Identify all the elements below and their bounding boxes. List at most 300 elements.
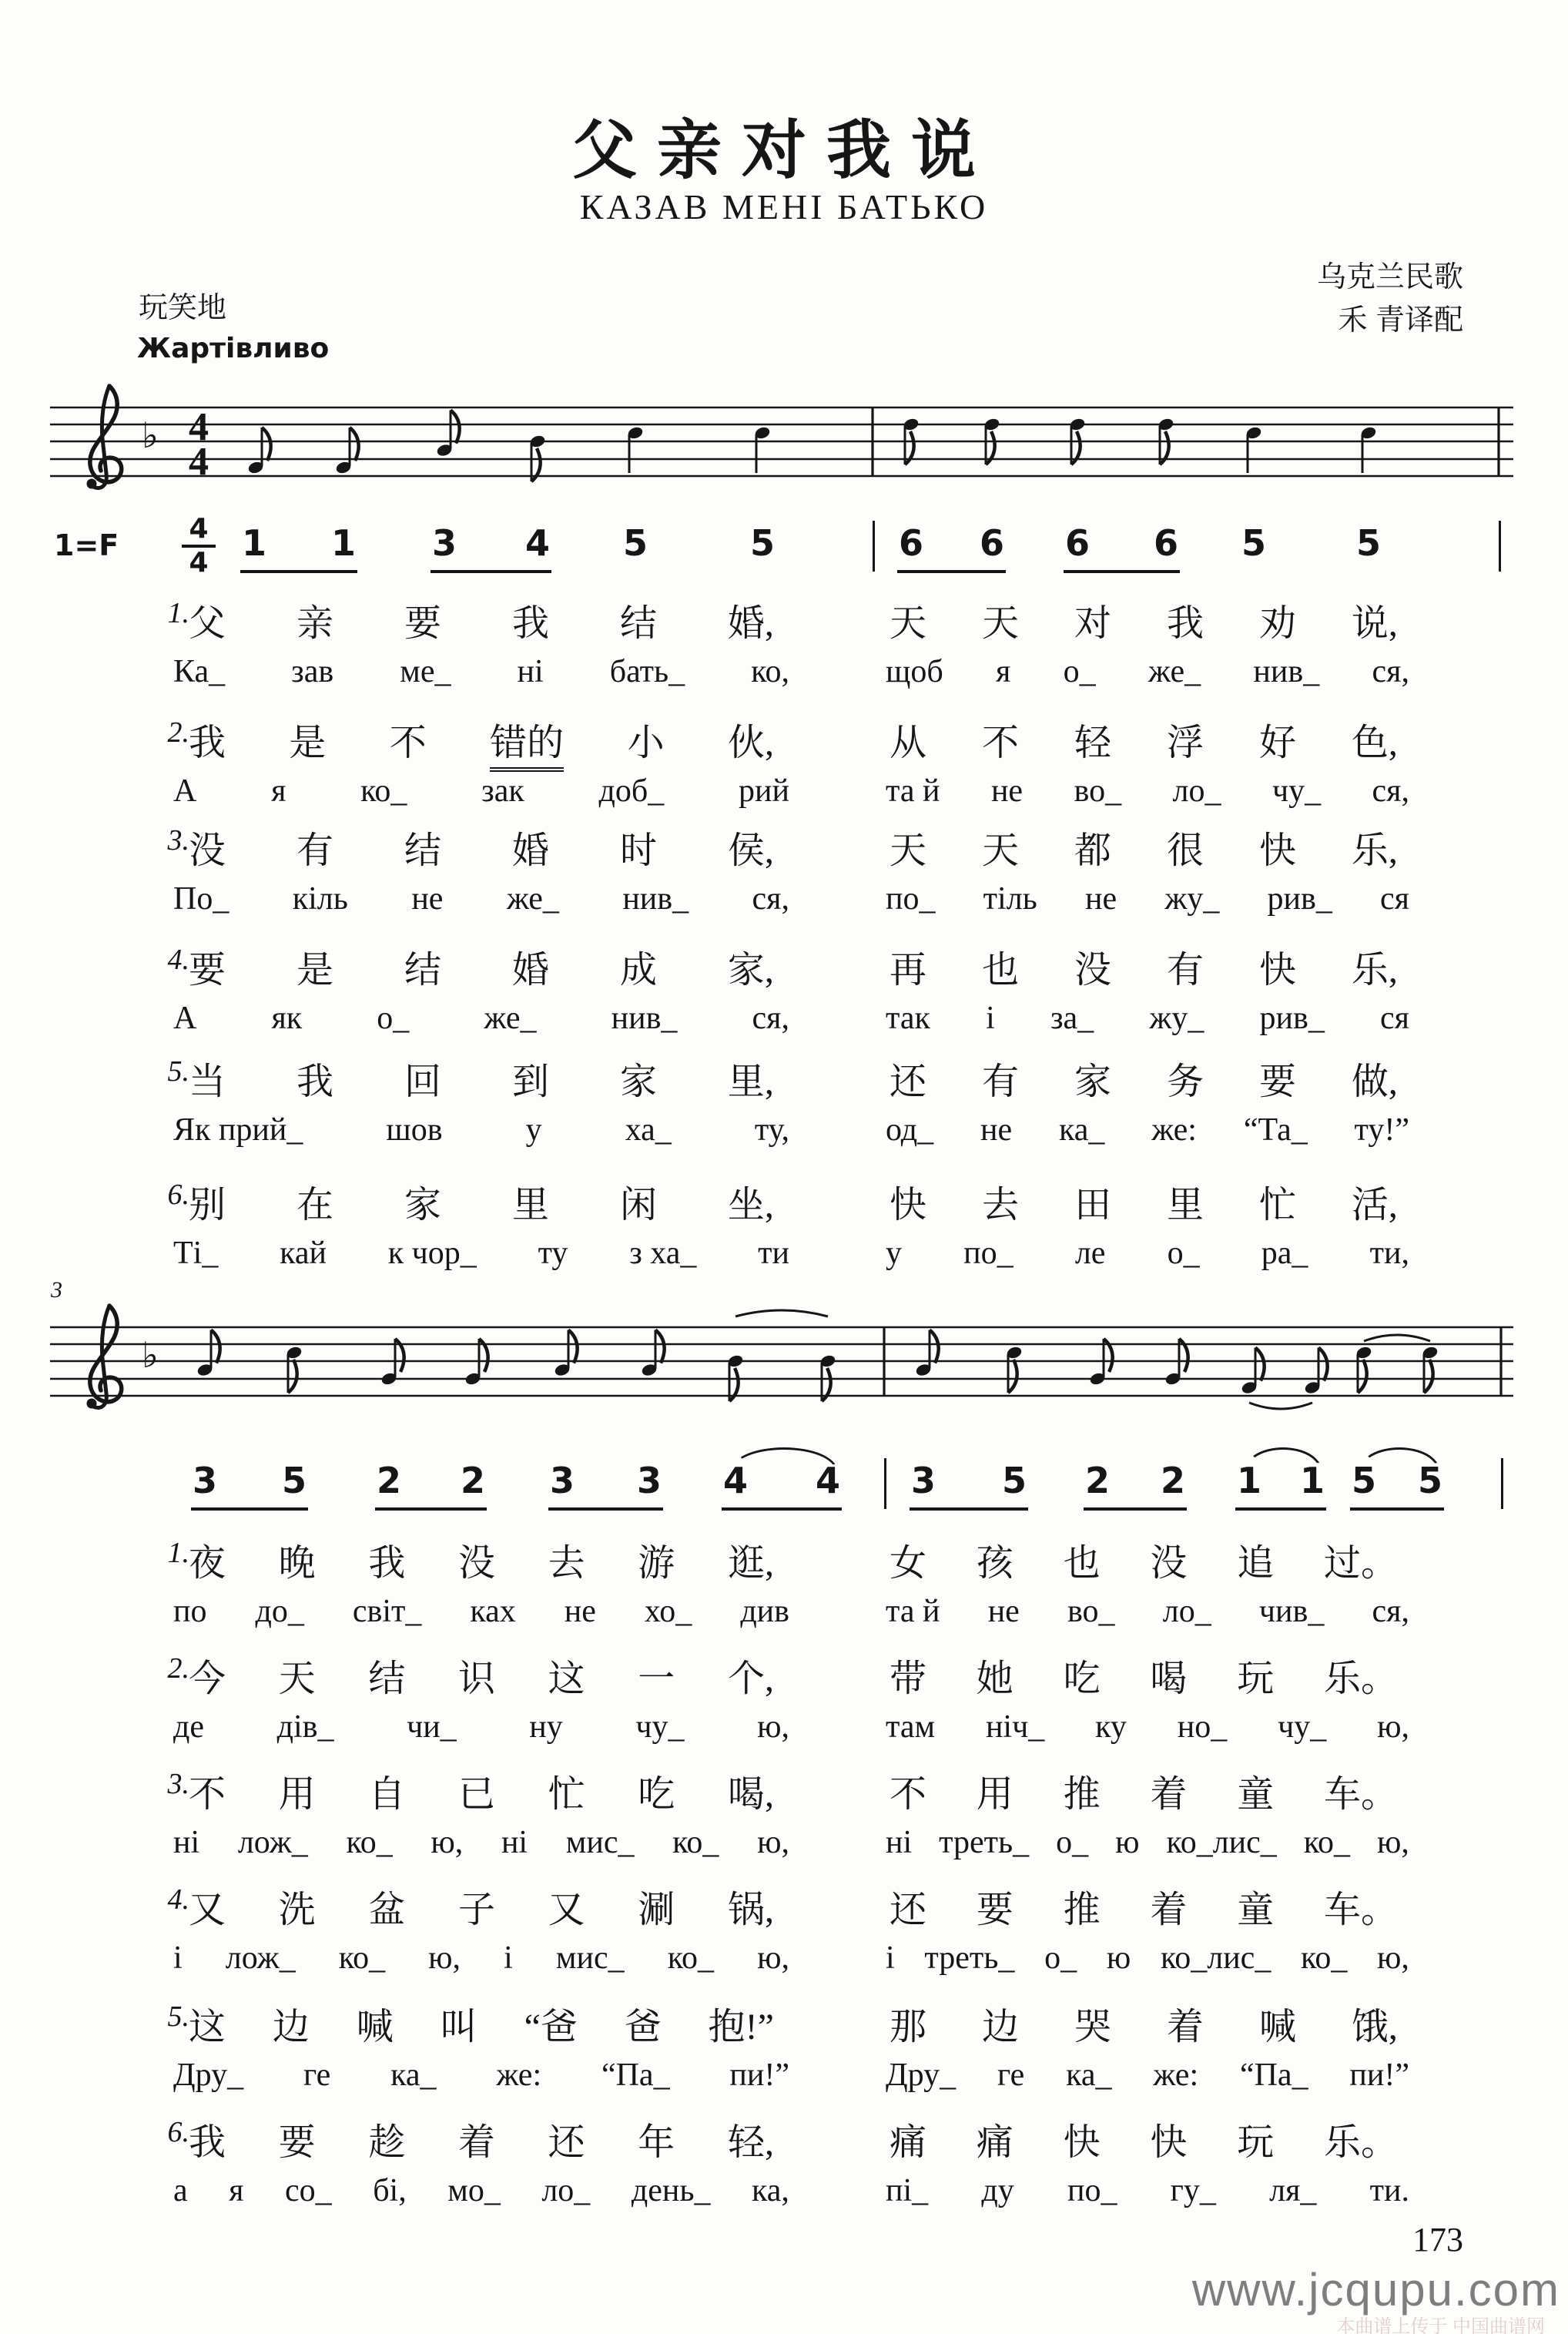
tempo-marking-ukrainian: Жартівливо <box>137 333 330 364</box>
lyric-syllable: нив_ <box>622 881 689 917</box>
lyric-line-ukrainian-left <box>173 653 789 690</box>
lyric-syllable: од_ <box>886 1112 934 1148</box>
lyric-syllable: 趁 <box>368 2122 406 2163</box>
credit-origin: 乌克兰民歌 <box>1316 261 1463 293</box>
lyric-syllable: о_ <box>1167 1236 1200 1271</box>
lyric-syllable: 成 <box>619 950 657 991</box>
lyric-syllable: ту, <box>754 1112 789 1148</box>
lyric-syllable: 涮 <box>638 1890 675 1930</box>
lyric-line-ukrainian-right <box>886 1709 1409 1745</box>
lyric-syllable: 劝 <box>1258 603 1296 644</box>
eighth-note <box>286 1345 303 1393</box>
lyric-syllable: 游 <box>638 1543 675 1584</box>
lyric-syllable: о_ <box>1056 1825 1089 1860</box>
lyric-syllable: по_ <box>963 1236 1014 1271</box>
lyric-syllable: ся <box>1380 1001 1409 1036</box>
lyric-syllable: ні <box>886 1825 913 1860</box>
lyric-line-ukrainian-right <box>886 2172 1409 2209</box>
lyric-syllable: жу_ <box>1149 1001 1204 1036</box>
lyric-line-ukrainian-right <box>886 1235 1409 1272</box>
eighth-note <box>196 1330 220 1378</box>
lyric-line-chinese-left <box>189 2112 774 2165</box>
jianpu-number: 3 <box>192 1460 218 1501</box>
lyric-syllable: 去 <box>548 1543 585 1584</box>
lyric-syllable: 要 <box>189 950 226 991</box>
lyric-syllable: хо_ <box>644 1594 692 1629</box>
verse-number: 5. <box>167 1055 189 1088</box>
lyric-line-chinese-right <box>890 1175 1398 1228</box>
eighth-note <box>1006 1345 1024 1393</box>
lyric-syllable: і <box>504 1940 513 1976</box>
lyric-syllable: 边 <box>272 2007 310 2047</box>
lyric-syllable: 爸 <box>624 2007 662 2047</box>
lyric-line-ukrainian-left <box>173 2057 789 2094</box>
lyric-syllable: та й <box>886 773 940 809</box>
lyric-syllable: “爸 <box>524 2007 578 2047</box>
lyric-syllable: 喊 <box>1258 2007 1296 2047</box>
jianpu-beam-underline <box>1064 570 1180 573</box>
lyric-syllable: ся, <box>1372 773 1409 809</box>
lyric-syllable: 很 <box>1166 830 1204 871</box>
lyric-syllable: 没 <box>189 830 226 871</box>
jianpu-beam-underline <box>191 1507 308 1511</box>
lyric-syllable: 边 <box>981 2007 1019 2047</box>
lyric-syllable: щоб <box>886 654 943 689</box>
lyric-line-chinese-right <box>890 593 1398 646</box>
lyric-syllable: нив_ <box>611 1001 678 1036</box>
lyric-syllable: 着 <box>1150 1890 1188 1930</box>
page-number: 173 <box>1412 2221 1463 2259</box>
lyric-syllable: 有 <box>1166 950 1204 991</box>
lyric-syllable: шов <box>386 1112 443 1148</box>
jianpu-beam-underline <box>1350 1507 1444 1511</box>
lyric-syllable: 里 <box>511 1185 549 1226</box>
lyric-syllable: 玩 <box>1237 1658 1275 1699</box>
lyric-syllable: 洗 <box>278 1890 316 1930</box>
lyric-syllable: як <box>271 1001 303 1036</box>
lyric-syllable: 不 <box>890 1774 927 1815</box>
lyric-syllable: 没 <box>1074 950 1111 991</box>
lyric-syllable: 天 <box>981 830 1019 871</box>
lyric-syllable: ка_ <box>390 2057 437 2093</box>
jianpu-number: 3 <box>910 1460 936 1501</box>
lyric-syllable: 婚, <box>727 603 774 644</box>
lyric-syllable: 结 <box>368 1658 406 1699</box>
lyric-syllable: 喝, <box>727 1774 774 1815</box>
jianpu-number: 5 <box>281 1460 307 1501</box>
lyric-syllable: 年 <box>638 2122 675 2163</box>
lyric-line-chinese-right <box>890 2112 1398 2165</box>
quarter-note <box>1245 425 1263 473</box>
lyric-syllable: 结 <box>404 950 441 991</box>
lyric-line-ukrainian-left <box>173 1593 789 1630</box>
lyric-syllable: 还 <box>890 1890 927 1930</box>
lyric-syllable: 也 <box>1063 1543 1101 1584</box>
lyric-syllable: ках <box>470 1594 516 1629</box>
eighth-note <box>1241 1348 1265 1396</box>
lyric-syllable: 识 <box>457 1658 495 1699</box>
measure-number: 3 <box>51 1277 62 1303</box>
lyric-syllable: 是 <box>296 950 333 991</box>
lyric-syllable: день_ <box>631 2173 711 2208</box>
quarter-note <box>627 425 645 473</box>
lyric-line-chinese-left <box>189 593 774 646</box>
lyric-line-ukrainian-left <box>173 1940 789 1977</box>
lyric-syllable: бі, <box>373 2173 407 2208</box>
lyric-syllable: 哭 <box>1074 2007 1111 2047</box>
lyric-syllable: “Та_ <box>1243 1112 1308 1148</box>
lyric-syllable: ту!” <box>1354 1112 1409 1148</box>
lyric-syllable: ну <box>529 1709 563 1745</box>
lyric-syllable: 我 <box>368 1543 406 1584</box>
jianpu-number: 2 <box>1160 1460 1186 1501</box>
tie-arc <box>1364 1335 1430 1341</box>
lyric-syllable: 晚 <box>278 1543 316 1584</box>
credits <box>1317 256 1463 342</box>
lyric-syllable: 已 <box>457 1774 495 1815</box>
lyric-syllable: 那 <box>890 2007 927 2047</box>
lyric-line-ukrainian-right <box>886 1824 1409 1861</box>
jianpu-beam-underline <box>240 570 357 573</box>
lyric-syllable: же: <box>496 2057 542 2093</box>
jianpu-barline <box>1501 1458 1503 1509</box>
lyric-syllable: нив_ <box>1253 654 1320 689</box>
lyric-syllable: 带 <box>890 1658 927 1699</box>
lyric-syllable: ти <box>758 1236 789 1271</box>
lyric-syllable: 今 <box>189 1658 226 1699</box>
lyric-syllable: Як прий_ <box>173 1112 303 1148</box>
lyric-line-chinese-left <box>189 1533 774 1586</box>
lyric-line-ukrainian-left <box>173 1000 789 1037</box>
lyric-syllable: 去 <box>981 1185 1019 1226</box>
lyric-syllable: 别 <box>189 1185 226 1226</box>
flat-sign-icon: ♭ <box>142 414 159 456</box>
song-title: 父亲对我说 <box>571 116 996 187</box>
treble-clef-icon <box>87 386 122 489</box>
lyric-syllable: по <box>173 1594 207 1629</box>
lyric-syllable: та й <box>886 1594 940 1629</box>
tie-arc <box>1249 1403 1312 1409</box>
lyric-syllable: во_ <box>1067 1594 1115 1629</box>
watermark-faint-text: 本曲谱上传于 中国曲谱网 <box>1336 2316 1545 2334</box>
jianpu-number: 2 <box>376 1460 402 1501</box>
jianpu-number-row-2 <box>0 1458 1568 1532</box>
lyric-syllable: 当 <box>189 1061 226 1102</box>
lyric-syllable: во_ <box>1074 773 1122 809</box>
lyric-syllable: 追 <box>1237 1543 1275 1584</box>
lyric-syllable: 还 <box>548 2122 585 2163</box>
verse-number: 3. <box>167 824 189 857</box>
lyric-line-chinese-left <box>189 940 774 993</box>
lyric-syllable: 痛 <box>890 2122 927 2163</box>
lyric-syllable: 我 <box>189 2122 226 2163</box>
lyric-syllable: А <box>173 1001 197 1036</box>
jianpu-number: 6 <box>979 522 1005 564</box>
eighth-note <box>727 1353 745 1401</box>
lyric-syllable: 用 <box>976 1774 1014 1815</box>
lyric-syllable: ко_ <box>346 1825 393 1860</box>
lyric-syllable: 天 <box>890 603 927 644</box>
tempo-marking-chinese: 玩笑地 <box>139 292 227 324</box>
lyric-syllable: не <box>980 1112 1013 1148</box>
jianpu-number: 5 <box>1355 522 1382 564</box>
lyric-syllable: 快 <box>890 1185 927 1226</box>
lyric-syllable: 坐, <box>727 1185 774 1226</box>
jianpu-beam-underline <box>375 1507 487 1511</box>
lyric-syllable: ло_ <box>1172 773 1221 809</box>
lyric-syllable: ко_ <box>1303 1825 1351 1860</box>
lyric-syllable: 色, <box>1351 723 1398 763</box>
lyric-syllable: 饿, <box>1351 2007 1398 2047</box>
jianpu-number-row-1 <box>0 513 1568 595</box>
eighth-note <box>436 411 460 458</box>
lyric-syllable: 婚 <box>511 830 549 871</box>
jianpu-barline <box>1499 521 1501 572</box>
lyric-syllable: 家 <box>404 1185 441 1226</box>
lyric-syllable: же_ <box>506 881 559 917</box>
lyric-syllable: 还 <box>890 1061 927 1102</box>
lyric-syllable: ло_ <box>541 2173 591 2208</box>
lyric-syllable: по_ <box>1067 2173 1117 2208</box>
jianpu-number: 2 <box>1084 1460 1111 1501</box>
time-signature: 4 4 <box>179 515 219 578</box>
lyric-syllable: бать_ <box>609 654 685 689</box>
tie-arc <box>735 1310 828 1316</box>
lyric-syllable: ле <box>1074 1236 1106 1271</box>
lyric-line-chinese-right <box>890 1533 1398 1586</box>
lyric-line-ukrainian-right <box>886 653 1409 690</box>
lyric-syllable: 父 <box>189 603 226 644</box>
lyric-syllable: світ_ <box>352 1594 422 1629</box>
lyric-syllable: а <box>173 2173 188 2208</box>
jianpu-number: 1 <box>1299 1460 1325 1501</box>
lyric-line-ukrainian-left <box>173 1112 789 1149</box>
lyric-syllable: 好 <box>1258 723 1296 763</box>
jianpu-number: 6 <box>898 522 924 564</box>
lyric-syllable: 喊 <box>356 2007 394 2047</box>
jianpu-number: 5 <box>1001 1460 1027 1501</box>
jianpu-number: 5 <box>622 522 648 564</box>
lyric-syllable: ся <box>1380 881 1409 917</box>
lyric-syllable: кіль <box>292 881 348 917</box>
credit-translator: 禾 青译配 <box>1338 304 1463 337</box>
jianpu-tie-arc <box>1245 1447 1322 1470</box>
lyric-syllable: чу_ <box>635 1709 685 1745</box>
lyric-syllable: 又 <box>189 1890 226 1930</box>
lyric-syllable: ся, <box>752 881 789 917</box>
lyric-syllable: треть_ <box>939 1825 1030 1860</box>
lyric-syllable: же: <box>1153 2057 1199 2093</box>
lyric-syllable: 天 <box>278 1658 316 1699</box>
lyric-syllable: 痛 <box>976 2122 1014 2163</box>
lyric-syllable: ся, <box>1372 1594 1409 1629</box>
key-signature-label: 1=F <box>54 528 119 562</box>
jianpu-beam-underline <box>910 1507 1028 1511</box>
lyric-syllable: ко_лис_ <box>1160 1940 1271 1976</box>
lyric-syllable: не <box>411 881 444 917</box>
lyric-syllable: 回 <box>404 1061 441 1102</box>
lyric-syllable: 过。 <box>1323 1543 1398 1584</box>
lyric-syllable: де <box>173 1709 205 1745</box>
lyric-syllable: 到 <box>511 1061 549 1102</box>
lyric-syllable: Ка_ <box>173 654 226 689</box>
lyric-syllable: 要 <box>404 603 441 644</box>
lyric-syllable: 侯, <box>727 830 774 871</box>
lyric-syllable: 亲 <box>296 603 333 644</box>
lyric-syllable: 要 <box>976 1890 1014 1930</box>
lyric-syllable: і <box>986 1001 995 1036</box>
lyric-line-ukrainian-right <box>886 1593 1409 1630</box>
lyric-syllable: ю, <box>1377 1709 1409 1745</box>
lyric-syllable: 抱!” <box>708 2007 774 2047</box>
lyric-syllable: 盆 <box>368 1890 406 1930</box>
lyric-line-chinese-right <box>890 1997 1398 2050</box>
lyric-syllable: ю, <box>431 1825 464 1860</box>
lyric-syllable: ні <box>501 1825 528 1860</box>
lyric-syllable: 乐, <box>1351 830 1398 871</box>
lyric-syllable: ко_ <box>672 1825 719 1860</box>
treble-clef-icon <box>87 1306 122 1409</box>
lyric-syllable: 浮 <box>1166 723 1204 763</box>
jianpu-number: 6 <box>1153 522 1179 564</box>
lyric-syllable: у <box>886 1236 902 1271</box>
lyric-syllable: я <box>996 654 1011 689</box>
eighth-note <box>554 1330 578 1378</box>
lyric-syllable: 着 <box>1166 2007 1204 2047</box>
lyric-syllable: 小 <box>627 723 665 763</box>
staff-system-2 <box>42 1307 1544 1450</box>
lyric-syllable: за_ <box>1050 1001 1094 1036</box>
lyric-syllable: 童 <box>1237 1774 1275 1815</box>
eighth-note <box>247 428 271 475</box>
lyric-syllable: 着 <box>457 2122 495 2163</box>
lyric-line-chinese-left <box>189 1648 774 1702</box>
lyric-syllable: 用 <box>278 1774 316 1815</box>
lyric-syllable: жу_ <box>1164 881 1220 917</box>
lyric-syllable: “Па_ <box>1239 2057 1308 2093</box>
lyric-syllable: ю, <box>757 1940 789 1976</box>
lyric-line-chinese-right <box>890 1648 1398 1702</box>
lyric-syllable: 有 <box>981 1061 1019 1102</box>
lyric-syllable: пи!” <box>1349 2057 1409 2093</box>
lyric-syllable: 快 <box>1063 2122 1101 2163</box>
lyric-line-chinese-left <box>189 1175 774 1228</box>
lyric-syllable: 结 <box>404 830 441 871</box>
lyric-syllable: 有 <box>296 830 333 871</box>
jianpu-number: 2 <box>460 1460 486 1501</box>
lyric-syllable: 轻 <box>1074 723 1111 763</box>
lyric-syllable: ю, <box>757 1709 789 1745</box>
lyric-syllable: 忙 <box>548 1774 585 1815</box>
eighth-note <box>1422 1345 1439 1393</box>
lyric-syllable: 个, <box>727 1658 774 1699</box>
lyric-syllable: 一 <box>638 1658 675 1699</box>
lyric-syllable: 也 <box>981 950 1019 991</box>
lyric-syllable: ю <box>1106 1940 1131 1976</box>
lyric-syllable: 从 <box>890 723 927 763</box>
lyric-syllable: 都 <box>1074 830 1111 871</box>
lyric-line-chinese-right <box>890 1880 1398 1933</box>
lyric-syllable: у <box>525 1112 542 1148</box>
jianpu-barline <box>873 521 875 572</box>
lyric-syllable: 我 <box>511 603 549 644</box>
lyric-line-chinese-left <box>189 1764 774 1817</box>
lyric-syllable: ніч_ <box>985 1709 1045 1745</box>
lyric-syllable: ко, <box>751 654 789 689</box>
lyric-syllable: і <box>886 1940 895 1976</box>
lyric-syllable: 没 <box>1150 1543 1188 1584</box>
lyric-syllable: 她 <box>976 1658 1014 1699</box>
lyric-line-ukrainian-left <box>173 880 789 917</box>
eighth-note <box>1304 1348 1328 1396</box>
lyric-syllable: чу_ <box>1271 773 1322 809</box>
lyric-syllable: дів_ <box>276 1709 334 1745</box>
jianpu-number: 1 <box>1236 1460 1262 1501</box>
lyric-syllable: гу_ <box>1170 2173 1216 2208</box>
verse-number: 2. <box>167 1652 189 1685</box>
lyric-syllable: не <box>1085 881 1117 917</box>
lyric-syllable: ю, <box>757 1825 789 1860</box>
lyric-syllable: 车。 <box>1323 1890 1398 1930</box>
lyric-syllable: 家, <box>727 950 774 991</box>
watermark-url: www.jcqupu.com <box>1191 2264 1560 2316</box>
quarter-note <box>1360 425 1378 473</box>
lyric-syllable: 结 <box>619 603 657 644</box>
lyric-syllable: ха_ <box>625 1112 672 1148</box>
lyric-syllable: рив_ <box>1259 1001 1325 1036</box>
lyric-syllable: і <box>173 1940 183 1976</box>
lyric-syllable: рий <box>739 773 789 809</box>
lyric-syllable: ти. <box>1369 2173 1409 2208</box>
time-signature-staff <box>189 405 209 484</box>
lyric-line-ukrainian-right <box>886 1940 1409 1977</box>
lyric-syllable: ко_ <box>338 1940 386 1976</box>
lyric-syllable: Дру_ <box>886 2057 957 2093</box>
lyric-syllable: 快 <box>1258 950 1296 991</box>
lyric-syllable: ю, <box>1377 1825 1409 1860</box>
jianpu-number: 5 <box>749 522 776 564</box>
lyric-syllable: 叫 <box>440 2007 477 2047</box>
lyric-syllable: 子 <box>457 1890 495 1930</box>
lyric-line-chinese-left <box>189 713 774 772</box>
lyric-syllable: ко_ <box>667 1940 714 1976</box>
lyric-syllable: ся, <box>752 1001 789 1036</box>
lyric-syllable: 家 <box>619 1061 657 1102</box>
lyric-syllable: треть_ <box>924 1940 1015 1976</box>
lyric-syllable: 自 <box>368 1774 406 1815</box>
lyric-syllable: не <box>564 1594 596 1629</box>
eighth-note <box>915 1330 939 1378</box>
lyric-syllable: ні <box>173 1825 200 1860</box>
eighth-note <box>1355 1345 1373 1393</box>
lyric-syllable: 在 <box>296 1185 333 1226</box>
lyric-syllable: о_ <box>1044 1940 1077 1976</box>
lyric-syllable: 天 <box>890 830 927 871</box>
lyric-syllable: 说, <box>1351 603 1398 644</box>
lyric-syllable: 做, <box>1351 1061 1398 1102</box>
lyric-syllable: я <box>271 773 286 809</box>
lyric-syllable: 不 <box>981 723 1019 763</box>
lyric-syllable: ка_ <box>1066 2057 1112 2093</box>
verse-number: 6. <box>167 1179 189 1211</box>
lyric-syllable: ю <box>1115 1825 1140 1860</box>
lyric-syllable: пі_ <box>886 2173 929 2208</box>
lyric-syllable: див <box>740 1594 789 1629</box>
lyric-syllable: чи_ <box>407 1709 457 1745</box>
lyric-syllable: 错的 <box>490 713 564 772</box>
lyric-syllable: доб_ <box>598 773 665 809</box>
lyric-line-chinese-right <box>890 1051 1398 1105</box>
